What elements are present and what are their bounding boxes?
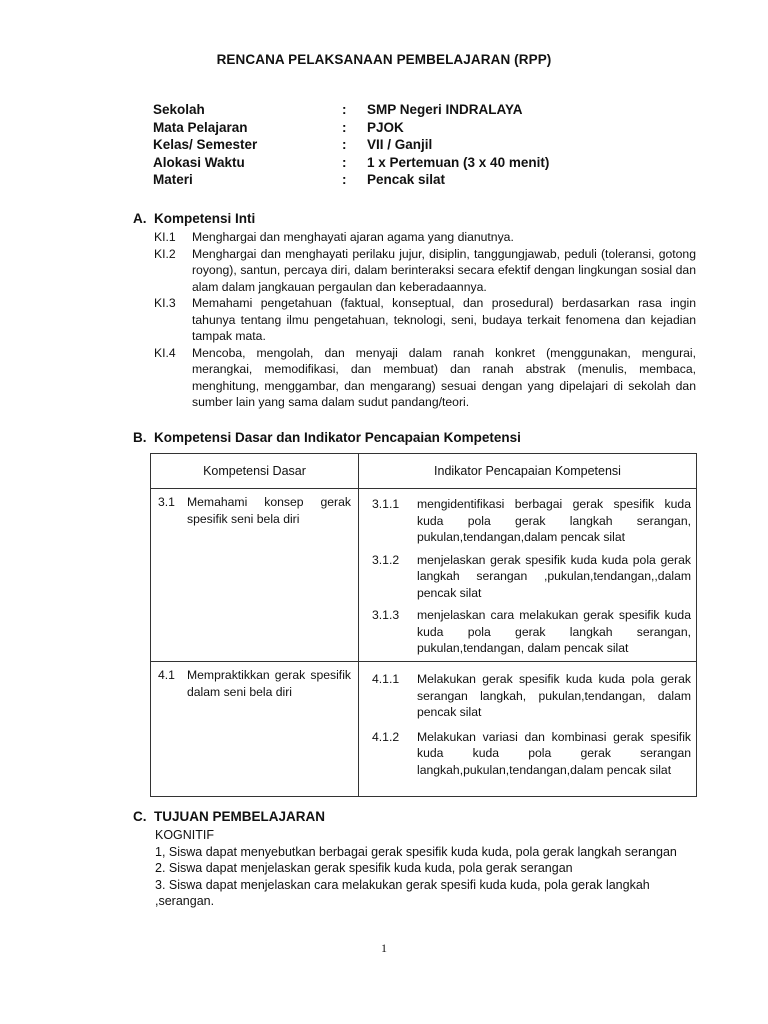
- meta-colon: :: [342, 119, 347, 135]
- indicator-cell: [359, 489, 697, 662]
- indicator-cell: [359, 662, 697, 797]
- ki-number: KI.1: [154, 230, 176, 244]
- ki-item: [154, 295, 696, 345]
- ki-number: KI.3: [154, 296, 176, 310]
- section-letter: B.: [133, 430, 147, 445]
- ki-item: [154, 229, 696, 246]
- kd-text: Mempraktikkan gerak spesifik dalam seni bela diri: [187, 668, 351, 699]
- indicator-number: 4.1.1: [372, 672, 400, 686]
- meta-row-mata-pelajaran: [153, 119, 713, 137]
- indicator-text: Melakukan gerak spesifik kuda kuda pola gerak serangan langkah, pukulan,tendangan, dalam pencak silat: [417, 672, 691, 719]
- ki-text: Menghargai dan menghayati perilaku jujur, disiplin, tanggungjawab, peduli (toleransi, gotong royong), santun, percaya diri, dalam berinteraksi secara efektif dengan lingkungan sosial dan alam dalam jangkauan pergaulan dan keberadaannya.: [192, 246, 696, 294]
- kd-number: 3.1: [158, 495, 175, 509]
- ki-item: [154, 246, 696, 296]
- objective-item: 3. Siswa dapat menjelaskan cara melakukan gerak spesifi kuda kuda, pola gerak langkah ,serangan.: [155, 877, 650, 908]
- meta-label: Mata Pelajaran: [153, 119, 248, 135]
- section-a-heading: [133, 211, 255, 226]
- section-title: Kompetensi Inti: [154, 211, 256, 226]
- indicator-number: 3.1.3: [372, 608, 400, 622]
- page-number: 1: [381, 941, 387, 955]
- meta-label: Kelas/ Semester: [153, 137, 258, 152]
- indicator-text: mengidentifikasi berbagai gerak spesifik kuda kuda pola gerak langkah serangan, pukulan,tendangan,dalam pencak silat: [417, 497, 691, 544]
- ki-text: Mencoba, mengolah, dan menyaji dalam ranah konkret (menggunakan, mengurai, merangkai, memodifikasi, dan membuat) dan ranah abstrak (menulis, membaca, menghitung, menggambar, dan mengarang) sesuai dengan yang dipelajari di sekolah dan sumber lain yang sama dalam sudut pandang/teori.: [192, 345, 696, 409]
- indicator-number: 3.1.2: [372, 552, 400, 567]
- kompetensi-inti-list: [154, 229, 696, 411]
- ki-number: KI.2: [154, 246, 176, 261]
- objectives-subtitle: KOGNITIF: [155, 828, 215, 842]
- ki-item: [154, 345, 696, 411]
- meta-row-alokasi-waktu: [153, 154, 713, 172]
- section-letter: A.: [133, 211, 147, 226]
- section-title: TUJUAN PEMBELAJARAN: [154, 809, 326, 824]
- indicator-item: [367, 552, 691, 602]
- identity-block: [153, 101, 713, 189]
- column-header: Kompetensi Dasar: [151, 454, 359, 489]
- kd-number: 4.1: [158, 668, 175, 682]
- section-b-heading: [133, 430, 521, 445]
- indicator-number: 4.1.2: [372, 729, 400, 744]
- indicator-item: [367, 496, 691, 546]
- meta-colon: :: [342, 102, 347, 117]
- indicator-item: [367, 607, 691, 657]
- ki-text: Memahami pengetahuan (faktual, konseptual, dan prosedural) berdasarkan rasa ingin tahunya tentang ilmu pengetahuan, teknologi, seni, budaya terkait fenomena dan kejadian tampak mata.: [192, 296, 696, 343]
- meta-value: PJOK: [367, 119, 404, 135]
- meta-label: Alokasi Waktu: [153, 154, 245, 170]
- indicator-text: Melakukan variasi dan kombinasi gerak spesifik kuda kuda pola gerak serangan langkah,pukulan,tendangan,dalam pencak silat: [417, 729, 691, 777]
- indicator-item: [367, 671, 691, 721]
- meta-value: SMP Negeri INDRALAYA: [367, 102, 523, 117]
- meta-row-kelas-semester: [153, 136, 713, 154]
- indicator-text: menjelaskan gerak spesifik kuda kuda pola gerak langkah serangan ,pukulan,tendangan,,dalam pencak silat: [417, 552, 691, 600]
- learning-objectives: [155, 827, 715, 910]
- table-row: [151, 489, 697, 662]
- document-title: RENCANA PELAKSANAAN PEMBELAJARAN (RPP): [216, 52, 552, 67]
- kd-cell: [151, 662, 359, 797]
- column-header: Indikator Pencapaian Kompetensi: [359, 454, 697, 489]
- meta-colon: :: [342, 137, 347, 152]
- indicator-item: [367, 729, 691, 779]
- indicator-number: 3.1.1: [372, 497, 400, 511]
- meta-value: Pencak silat: [367, 172, 446, 187]
- meta-value: 1 x Pertemuan (3 x 40 menit): [367, 154, 550, 170]
- section-letter: C.: [133, 809, 147, 824]
- meta-row-materi: [153, 171, 713, 189]
- meta-row-sekolah: [153, 101, 713, 119]
- section-c-heading: [133, 809, 325, 824]
- table-row: [151, 662, 697, 797]
- meta-value: VII / Ganjil: [367, 137, 433, 152]
- meta-label: Sekolah: [153, 102, 205, 117]
- kd-cell: [151, 489, 359, 662]
- ki-text: Menghargai dan menghayati ajaran agama yang dianutnya.: [192, 230, 514, 244]
- objective-item: 2. Siswa dapat menjelaskan gerak spesifik kuda kuda, pola gerak serangan: [155, 861, 573, 875]
- section-title: Kompetensi Dasar dan Indikator Pencapaian Kompetensi: [154, 430, 521, 445]
- table-header-row: [151, 454, 697, 489]
- kd-text: Memahami konsep gerak spesifik seni bela diri: [187, 495, 351, 526]
- meta-colon: :: [342, 172, 347, 187]
- ki-number: KI.4: [154, 345, 176, 360]
- competency-table: [150, 453, 697, 797]
- indicator-text: menjelaskan cara melakukan gerak spesifik kuda kuda pola gerak langkah serangan, pukulan,tendangan, dalam pencak silat: [417, 608, 691, 655]
- meta-label: Materi: [153, 172, 193, 187]
- objective-item: 1, Siswa dapat menyebutkan berbagai gerak spesifik kuda kuda, pola gerak langkah serangan: [155, 844, 677, 859]
- meta-colon: :: [342, 154, 347, 170]
